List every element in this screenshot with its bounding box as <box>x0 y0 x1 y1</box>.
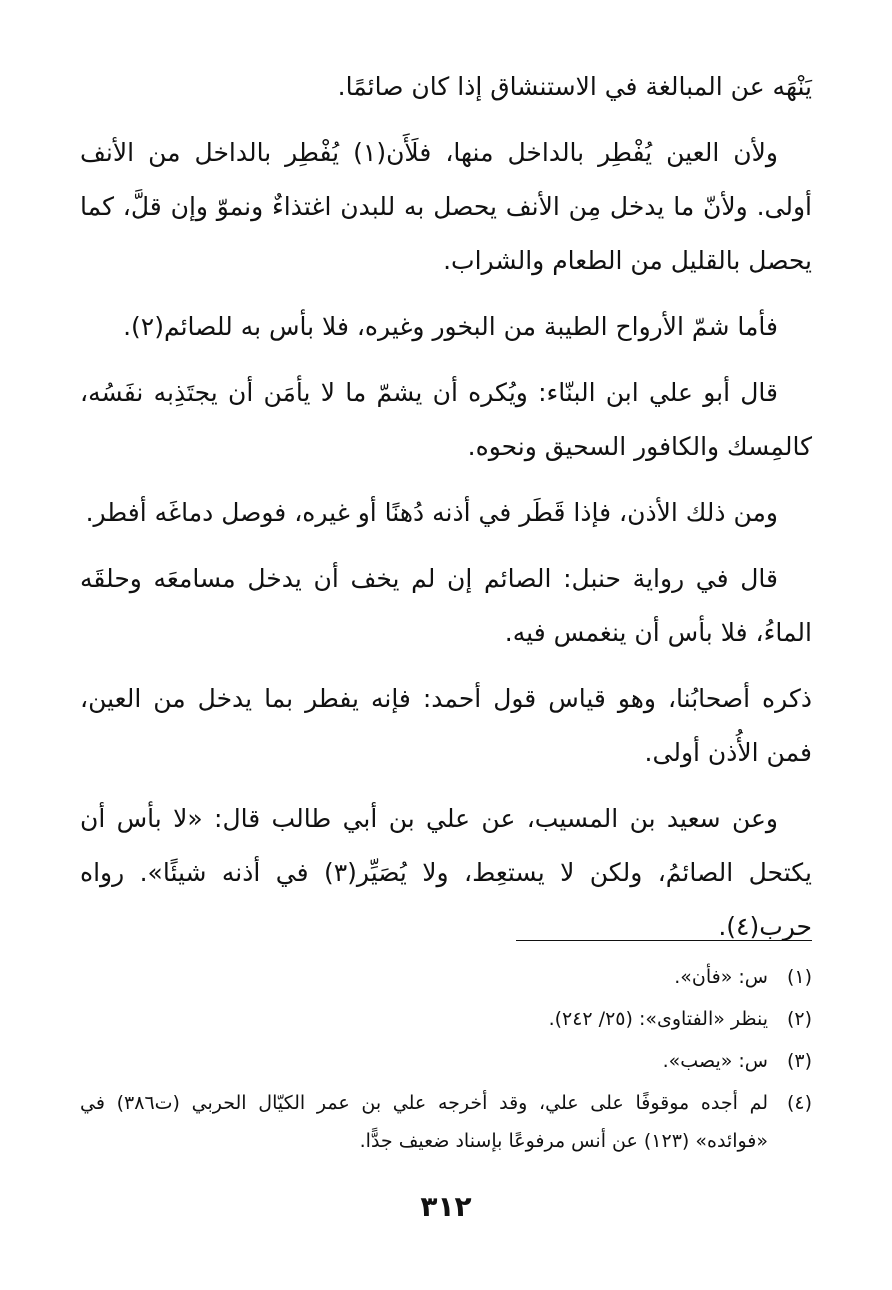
page-number: ٣١٢ <box>420 1190 472 1223</box>
footnote-text: ينظر «الفتاوى»: (٢٥/ ٢٤٢). <box>548 1008 768 1030</box>
paragraph-6: قال في رواية حنبل: الصائم إن لم يخف أن يدخل مسامعَه وحلقَه الماءُ، فلا بأس أن ينغمس فيه. <box>80 564 812 647</box>
footnote-text: لم أجده موقوفًا على علي، وقد أخرجه علي بن عمر الكيّال الحربي (ت٣٨٦) في «فوائده» (١٢٣) عن أنس مرفوعًا بإسناد ضعيف جدًّا. <box>80 1092 769 1152</box>
paragraph-2: ولأن العين يُفْطِر بالداخل منها، فلَأَن(١) يُفْطِر بالداخل من الأنف أولى. ولأنّ ما يدخل مِن الأنف يحصل به للبدن اغتذاءٌ ونموّ وإن قلَّ، كما يحصل بالقليل من الطعام والشراب. <box>80 138 812 275</box>
footnote-number: (٤) <box>786 1092 812 1114</box>
paragraph-5: ومن ذلك الأذن، فإذا قَطَر في أذنه دُهنًا أو غيره، فوصل دماغَه أفطر. <box>85 498 778 527</box>
paragraph-8: وعن سعيد بن المسيب، عن علي بن أبي طالب قال: «لا بأس أن يكتحل الصائمُ، ولكن لا يستعِط، ولا يُصَيِّر(٣) في أذنه شيئًا». رواه حرب(٤). <box>80 804 812 941</box>
footnote-3 <box>80 1042 812 1080</box>
footnote-text: س: «يصب». <box>662 1050 768 1072</box>
paragraph-1: يَنْهَه عن المبالغة في الاستنشاق إذا كان صائمًا. <box>337 72 812 101</box>
paragraph-3: فأما شمّ الأرواح الطيبة من البخور وغيره، فلا بأس به للصائم(٢). <box>123 312 778 341</box>
footnote-divider <box>516 940 812 941</box>
footnote-1 <box>80 958 812 996</box>
footnote-number: (١) <box>786 966 812 988</box>
paragraph-4: قال أبو علي ابن البنّاء: ويُكره أن يشمّ ما لا يأمَن أن يجتَذِبه نفَسُه، كالمِسك والكافور السحيق ونحوه. <box>80 378 812 461</box>
book-page <box>80 60 812 1240</box>
footnotes <box>80 958 812 1164</box>
footnote-text: س: «فأن». <box>674 966 768 988</box>
footnote-2 <box>80 1000 812 1038</box>
footnote-4 <box>80 1084 812 1160</box>
footnote-number: (٣) <box>786 1050 812 1072</box>
paragraph-7: ذكره أصحابُنا، وهو قياس قول أحمد: فإنه يفطر بما يدخل من العين، فمن الأُذن أولى. <box>80 684 812 767</box>
footnote-number: (٢) <box>786 1008 812 1030</box>
